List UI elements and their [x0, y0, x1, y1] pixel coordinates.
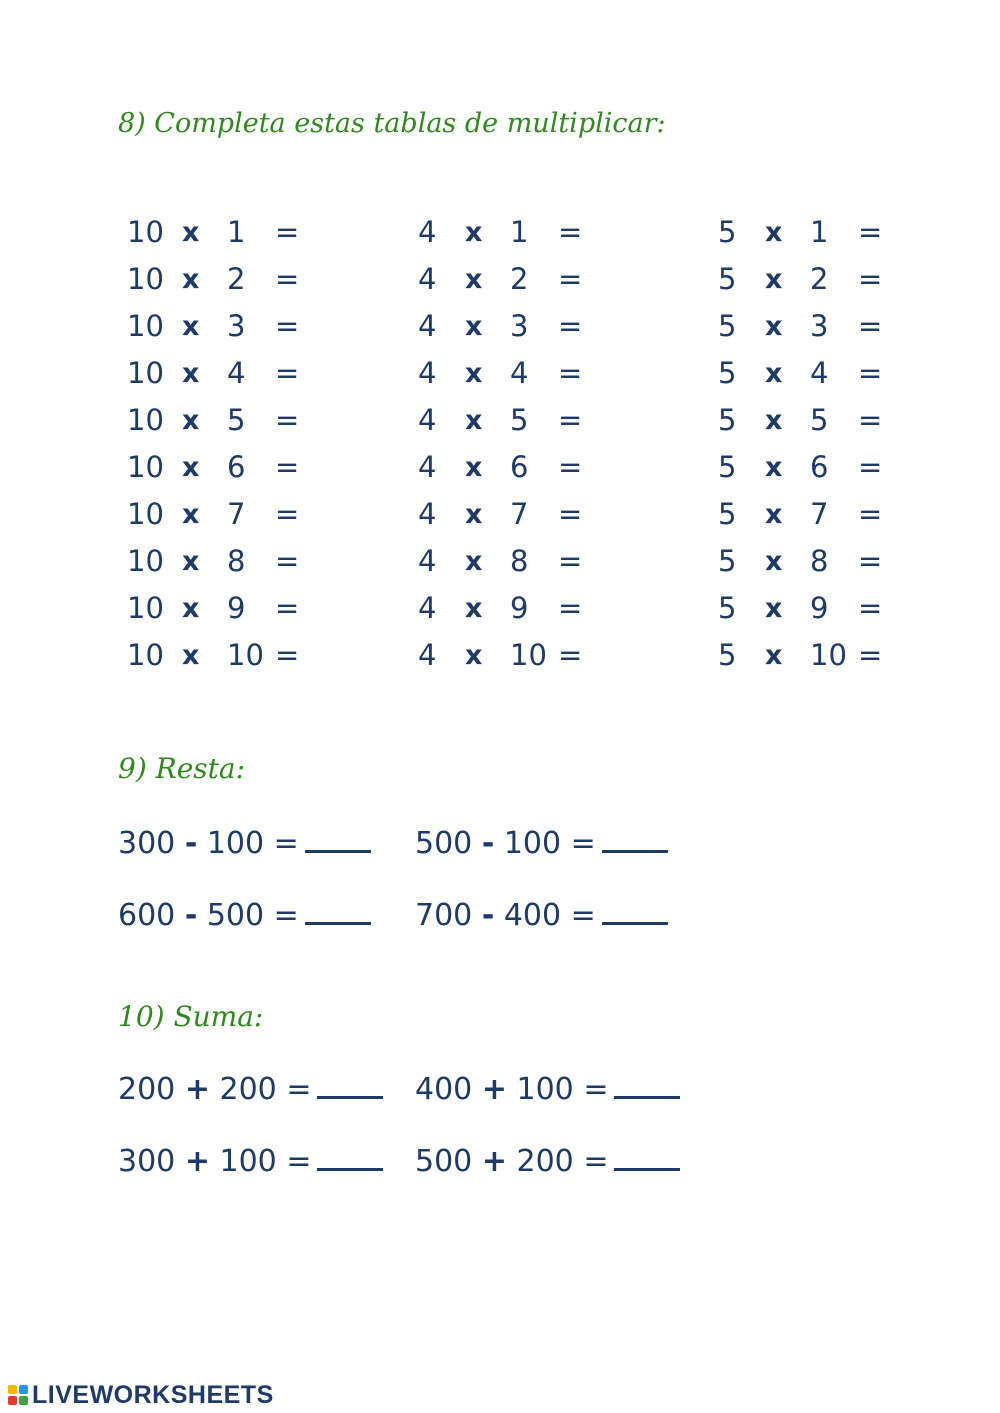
multiplier: 6: [510, 450, 529, 484]
times-sign: x: [765, 593, 783, 624]
times-sign: x: [765, 358, 783, 389]
times-sign: x: [182, 593, 200, 624]
times-sign: x: [465, 499, 483, 530]
equals-sign: =: [858, 356, 883, 390]
equals-sign: =: [558, 309, 583, 343]
multiplier: 7: [510, 497, 529, 531]
factor: 5: [718, 215, 737, 249]
times-sign: x: [765, 546, 783, 577]
times-sign: x: [182, 640, 200, 671]
equals-sign: =: [558, 591, 583, 625]
subtraction-exercise[interactable]: 500 - 100 =: [415, 820, 668, 860]
factor: 5: [718, 450, 737, 484]
multiplier: 6: [227, 450, 246, 484]
equals-sign: =: [275, 638, 300, 672]
factor: 10: [127, 591, 164, 625]
multiplier: 10: [510, 638, 547, 672]
factor: 10: [127, 262, 164, 296]
factor: 10: [127, 497, 164, 531]
logo-blocks-icon: [8, 1385, 28, 1405]
logo-block: [8, 1396, 17, 1405]
equals-sign: =: [858, 638, 883, 672]
times-sign: x: [182, 405, 200, 436]
factor: 4: [418, 450, 437, 484]
answer-blank[interactable]: [614, 1138, 680, 1171]
multiplier: 9: [227, 591, 246, 625]
times-sign: x: [182, 217, 200, 248]
multiplier: 5: [227, 403, 246, 437]
answer-blank[interactable]: [305, 892, 371, 925]
times-sign: x: [765, 405, 783, 436]
equals-sign: =: [275, 450, 300, 484]
factor: 4: [418, 215, 437, 249]
factor: 5: [718, 497, 737, 531]
answer-blank[interactable]: [602, 820, 668, 853]
factor: 5: [718, 591, 737, 625]
factor: 4: [418, 403, 437, 437]
addition-section-title: 10) Suma:: [118, 1000, 264, 1033]
equals-sign: =: [275, 497, 300, 531]
equals-sign: =: [558, 497, 583, 531]
times-sign: x: [765, 499, 783, 530]
multiplier: 8: [227, 544, 246, 578]
multiplier: 1: [810, 215, 829, 249]
equals-sign: =: [858, 497, 883, 531]
factor: 4: [418, 262, 437, 296]
factor: 4: [418, 638, 437, 672]
times-sign: x: [182, 452, 200, 483]
addition-exercise[interactable]: 500 + 200 =: [415, 1138, 680, 1178]
equals-sign: =: [858, 450, 883, 484]
subtraction-exercise[interactable]: 700 - 400 =: [415, 892, 668, 932]
addition-exercise[interactable]: 300 + 100 =: [118, 1138, 383, 1178]
equals-sign: =: [558, 403, 583, 437]
equals-sign: =: [275, 403, 300, 437]
factor: 10: [127, 450, 164, 484]
times-sign: x: [765, 264, 783, 295]
times-sign: x: [465, 640, 483, 671]
logo-block: [8, 1385, 17, 1394]
factor: 5: [718, 403, 737, 437]
subtraction-section-title: 9) Resta:: [118, 752, 246, 785]
answer-blank[interactable]: [602, 892, 668, 925]
factor: 10: [127, 309, 164, 343]
times-sign: x: [465, 452, 483, 483]
times-sign: x: [765, 311, 783, 342]
times-sign: x: [465, 593, 483, 624]
logo-text: LIVEWORKSHEETS: [32, 1380, 274, 1409]
multiplier: 1: [510, 215, 529, 249]
multiplier: 2: [510, 262, 529, 296]
factor: 4: [418, 309, 437, 343]
multiplier: 9: [510, 591, 529, 625]
factor: 10: [127, 215, 164, 249]
multiplier: 3: [510, 309, 529, 343]
factor: 5: [718, 309, 737, 343]
equals-sign: =: [558, 544, 583, 578]
multiplier: 4: [510, 356, 529, 390]
multiplier: 3: [810, 309, 829, 343]
answer-blank[interactable]: [614, 1066, 680, 1099]
addition-exercise[interactable]: 400 + 100 =: [415, 1066, 680, 1106]
equals-sign: =: [558, 450, 583, 484]
times-sign: x: [182, 311, 200, 342]
liveworksheets-logo[interactable]: [8, 1380, 274, 1410]
equals-sign: =: [275, 262, 300, 296]
equals-sign: =: [275, 215, 300, 249]
equals-sign: =: [858, 215, 883, 249]
times-sign: x: [465, 546, 483, 577]
logo-block: [19, 1396, 28, 1405]
times-sign: x: [182, 358, 200, 389]
multiplier: 8: [810, 544, 829, 578]
factor: 4: [418, 497, 437, 531]
equals-sign: =: [858, 309, 883, 343]
equals-sign: =: [558, 638, 583, 672]
multiplier: 3: [227, 309, 246, 343]
logo-block: [19, 1385, 28, 1394]
multiplier: 6: [810, 450, 829, 484]
multiplier: 8: [510, 544, 529, 578]
answer-blank[interactable]: [317, 1138, 383, 1171]
equals-sign: =: [275, 309, 300, 343]
multiplier: 2: [810, 262, 829, 296]
times-sign: x: [182, 264, 200, 295]
multiplier: 4: [810, 356, 829, 390]
times-sign: x: [465, 311, 483, 342]
times-sign: x: [465, 405, 483, 436]
factor: 4: [418, 544, 437, 578]
equals-sign: =: [858, 544, 883, 578]
multiplier: 5: [510, 403, 529, 437]
multiplier: 7: [227, 497, 246, 531]
factor: 10: [127, 638, 164, 672]
times-sign: x: [765, 452, 783, 483]
times-sign: x: [465, 217, 483, 248]
factor: 10: [127, 403, 164, 437]
factor: 10: [127, 544, 164, 578]
equals-sign: =: [858, 403, 883, 437]
times-sign: x: [765, 640, 783, 671]
times-sign: x: [182, 499, 200, 530]
answer-blank[interactable]: [305, 820, 371, 853]
factor: 4: [418, 591, 437, 625]
multiplier: 10: [227, 638, 264, 672]
equals-sign: =: [558, 356, 583, 390]
multiplier: 1: [227, 215, 246, 249]
factor: 4: [418, 356, 437, 390]
equals-sign: =: [558, 215, 583, 249]
times-sign: x: [765, 217, 783, 248]
factor: 5: [718, 356, 737, 390]
multiplication-section-title: 8) Completa estas tablas de multiplicar:: [118, 108, 666, 139]
times-sign: x: [465, 264, 483, 295]
equals-sign: =: [275, 356, 300, 390]
equals-sign: =: [858, 262, 883, 296]
factor: 5: [718, 638, 737, 672]
multiplier: 9: [810, 591, 829, 625]
answer-blank[interactable]: [317, 1066, 383, 1099]
factor: 10: [127, 356, 164, 390]
multiplier: 7: [810, 497, 829, 531]
equals-sign: =: [558, 262, 583, 296]
factor: 5: [718, 544, 737, 578]
equals-sign: =: [858, 591, 883, 625]
multiplier: 2: [227, 262, 246, 296]
factor: 5: [718, 262, 737, 296]
subtraction-exercise[interactable]: 300 - 100 =: [118, 820, 371, 860]
times-sign: x: [465, 358, 483, 389]
addition-exercise[interactable]: 200 + 200 =: [118, 1066, 383, 1106]
multiplier: 5: [810, 403, 829, 437]
equals-sign: =: [275, 544, 300, 578]
multiplier: 4: [227, 356, 246, 390]
subtraction-exercise[interactable]: 600 - 500 =: [118, 892, 371, 932]
multiplier: 10: [810, 638, 847, 672]
times-sign: x: [182, 546, 200, 577]
equals-sign: =: [275, 591, 300, 625]
